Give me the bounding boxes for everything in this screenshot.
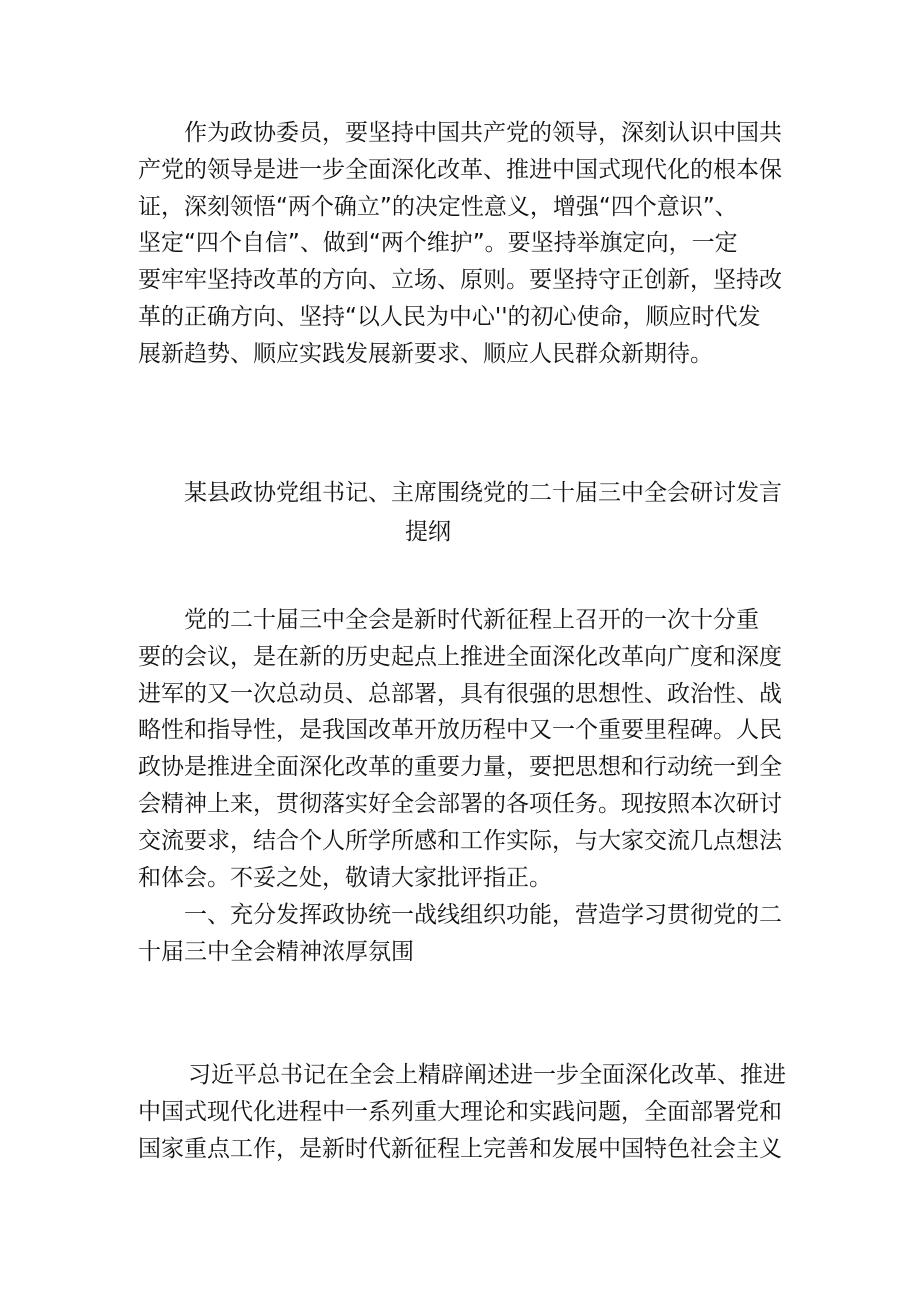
text-line: 坚定“四个自信”、做到“两个维护”。要坚持举旗定向，一定	[138, 230, 738, 257]
text-line: 进军的又一次总动员、总部署，具有很强的思想性、政治性、战	[138, 680, 782, 707]
text-line: 习近平总书记在全会上精辟阐述进一步全面深化改革、推进	[188, 1062, 786, 1088]
paragraph-introduction	[138, 602, 788, 896]
text-line: 国家重点工作，是新时代新征程上完善和发展中国特色社会主义	[138, 1135, 782, 1162]
text-line: 要的会议，是在新的历史起点上推进全面深化改革向广度和深度	[138, 643, 782, 670]
text-line: 要牢牢坚持改革的方向、立场、原则。要坚持守正创新，坚持改	[138, 267, 782, 294]
paragraph-xi-speech	[138, 1057, 788, 1167]
document-title	[138, 474, 798, 552]
section-heading-one	[138, 897, 788, 971]
text-line: 中国式现代化进程中一系列重大理论和实践问题，全面部署党和	[138, 1098, 782, 1125]
heading-line: 一、充分发挥政协统一战线组织功能，营造学习贯彻党的二	[184, 902, 782, 928]
text-line: 和体会。不妥之处，敬请大家批评指正。	[138, 864, 552, 891]
title-line: 某县政协党组书记、主席围绕党的二十届三中全会研讨发言	[184, 480, 782, 506]
text-line: 会精神上来，贯彻落实好全会部署的各项任务。现按照本次研讨	[138, 790, 782, 817]
text-line: 证，深刻领悟“两个确立”的决定性意义，增强“四个意识”、	[138, 193, 738, 220]
text-line: 略性和指导性，是我国改革开放历程中又一个重要里程碑。人民	[138, 717, 782, 744]
text-line: 革的正确方向、坚持“以人民为中心''的初心使命，顺应时代发	[138, 303, 761, 330]
heading-line: 十届三中全会精神浓厚氛围	[138, 938, 414, 965]
text-line: 党的二十届三中全会是新时代新征程上召开的一次十分重	[184, 607, 759, 633]
text-line: 展新趋势、顺应实践发展新要求、顺应人民群众新期待。	[138, 340, 713, 367]
text-line: 产党的领导是进一步全面深化改革、推进中国式现代化的根本保	[138, 156, 782, 183]
text-line: 作为政协委员，要坚持中国共产党的领导，深刻认识中国共	[184, 120, 782, 146]
title-line: 提纲	[405, 519, 451, 545]
text-line: 交流要求，结合个人所学所感和工作实际，与大家交流几点想法	[138, 827, 782, 854]
paragraph-political-advisor-duty	[138, 115, 788, 373]
text-line: 政协是推进全面深化改革的重要力量，要把思想和行动统一到全	[138, 754, 782, 781]
